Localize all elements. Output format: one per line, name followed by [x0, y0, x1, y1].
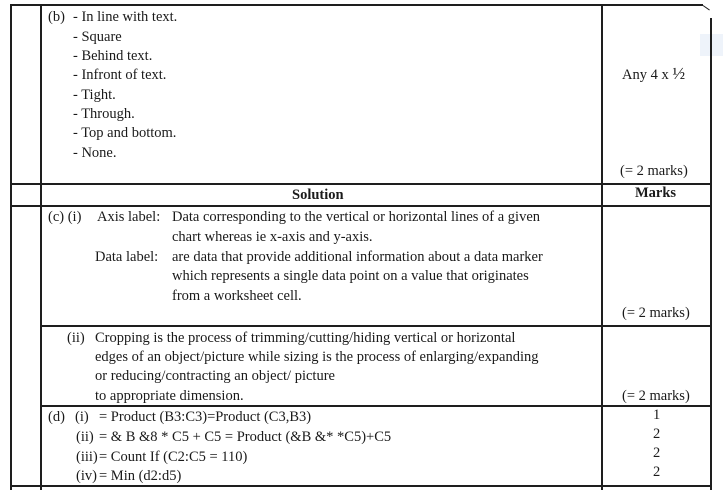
- paragraph-line: edges of an object/picture while sizing is the process of enlarging/expanding: [95, 349, 539, 365]
- section-b-label: (b): [48, 9, 65, 25]
- section-c-ii-label: (ii): [67, 330, 85, 346]
- marks-total: (= 2 marks): [622, 388, 690, 404]
- paragraph-line: to appropriate dimension.: [95, 388, 244, 404]
- axis-label-line: Data corresponding to the vertical or horizontal lines of a given: [172, 209, 541, 225]
- row-rule-1: [10, 183, 712, 185]
- list-item: - Behind text.: [73, 48, 153, 64]
- formula-text: = & B &8 * C5 + C5 = Product (&B &* *C5)+C5: [99, 429, 392, 445]
- list-item: - Infront of text.: [73, 67, 167, 83]
- formula-text: = Product (B3:C3)=Product (C3,B3): [99, 409, 312, 425]
- formula-mark: 2: [653, 464, 661, 480]
- data-label-line: which represents a single data point on a value that originates: [172, 268, 529, 284]
- formula-num: (iii): [76, 449, 98, 465]
- axis-label-term: Axis label:: [97, 209, 161, 225]
- left-border: [10, 4, 12, 490]
- paragraph-line: or reducing/contracting an object/ picture: [95, 368, 335, 384]
- row-rule-3: [40, 325, 712, 327]
- solution-header: Solution: [292, 187, 344, 203]
- list-item: - Tight.: [73, 87, 116, 103]
- half-fraction: ½: [672, 64, 686, 83]
- inner-left-rule: [40, 4, 42, 490]
- marks-total: (= 2 marks): [622, 305, 690, 321]
- list-item: - In line with text.: [73, 9, 178, 25]
- top-right-curve: [703, 5, 710, 10]
- right-border: [710, 18, 712, 490]
- data-label-line: from a worksheet cell.: [172, 288, 302, 304]
- top-border: [10, 4, 703, 6]
- data-label-term: Data label:: [95, 249, 159, 265]
- list-item: - Square: [73, 29, 122, 45]
- paragraph-line: Cropping is the process of trimming/cutting/hiding vertical or horizontal: [95, 330, 516, 346]
- marks-rule-text: Any 4 x: [622, 67, 669, 83]
- marks-rule: [622, 64, 685, 85]
- formula-text: = Count If (C2:C5 = 110): [99, 449, 248, 465]
- marks-header: Marks: [635, 185, 677, 201]
- section-d-label: (d): [48, 409, 65, 425]
- marks-column-rule: [601, 4, 603, 490]
- formula-mark: 2: [653, 445, 661, 461]
- formula-num: (iv): [76, 468, 97, 484]
- formula-mark: 1: [653, 407, 661, 423]
- list-item: - None.: [73, 145, 117, 161]
- data-label-line: are data that provide additional information about a data marker: [172, 249, 543, 265]
- row-rule-2: [10, 205, 712, 207]
- formula-num: (ii): [76, 429, 94, 445]
- section-c-i-label: (c) (i): [48, 209, 82, 225]
- list-item: - Through.: [73, 106, 135, 122]
- formula-mark: 2: [653, 426, 661, 442]
- axis-label-line: chart whereas ie x-axis and y-axis.: [172, 229, 373, 245]
- marks-total: (= 2 marks): [620, 163, 688, 179]
- list-item: - Top and bottom.: [73, 125, 177, 141]
- formula-num: (i): [75, 409, 89, 425]
- formula-text: = Min (d2:d5): [99, 468, 182, 484]
